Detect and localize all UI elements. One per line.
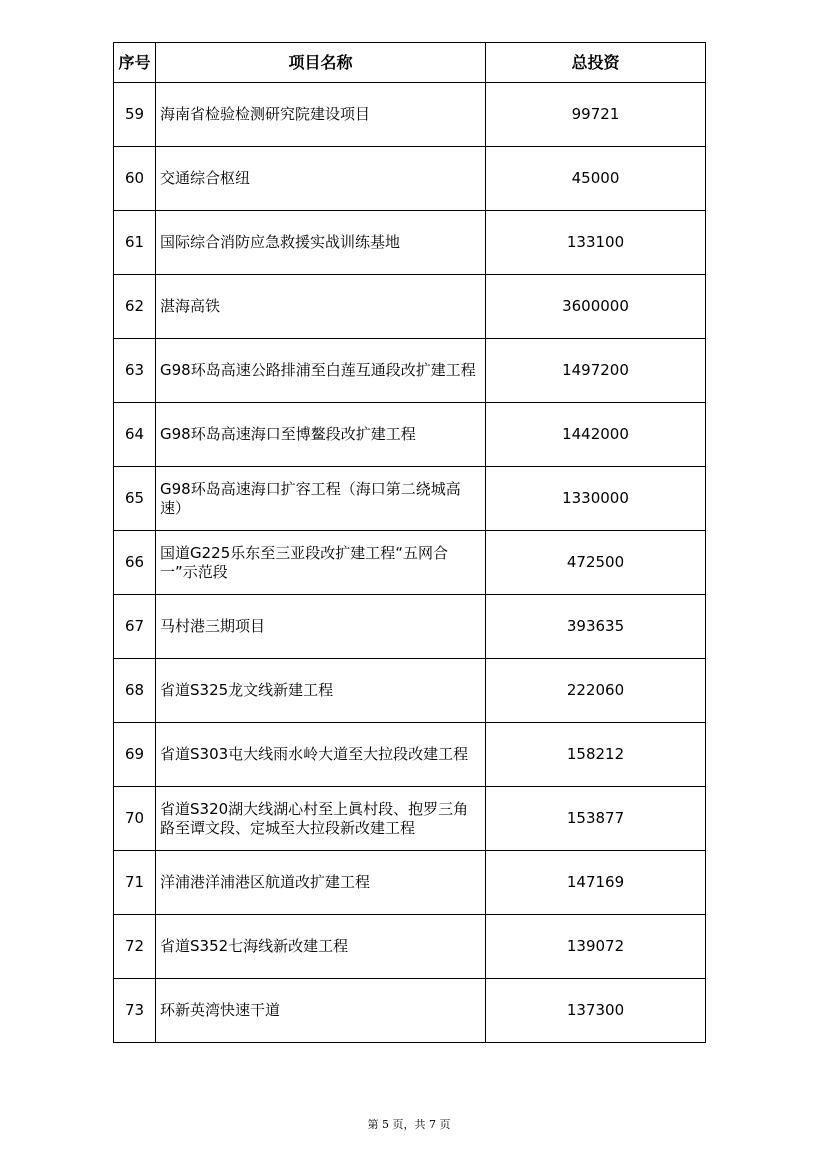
header-no: 序号	[114, 43, 156, 83]
row-number: 66	[114, 531, 156, 595]
project-name: 湛海高铁	[156, 275, 486, 339]
total-investment: 45000	[486, 147, 706, 211]
table-row	[114, 723, 706, 787]
table-row	[114, 915, 706, 979]
table-row	[114, 211, 706, 275]
project-name: 马村港三期项目	[156, 595, 486, 659]
row-number: 72	[114, 915, 156, 979]
total-investment: 139072	[486, 915, 706, 979]
project-name: 省道S303屯大线雨水岭大道至大拉段改建工程	[156, 723, 486, 787]
project-name: 省道S320湖大线湖心村至上眞村段、抱罗三角路至谭文段、定城至大拉段新改建工程	[156, 787, 486, 851]
header-amount: 总投资	[486, 43, 706, 83]
total-investment: 393635	[486, 595, 706, 659]
total-investment: 133100	[486, 211, 706, 275]
row-number: 65	[114, 467, 156, 531]
table-row	[114, 531, 706, 595]
header-row	[114, 43, 706, 83]
total-investment: 1330000	[486, 467, 706, 531]
table-row	[114, 147, 706, 211]
table-row	[114, 83, 706, 147]
row-number: 59	[114, 83, 156, 147]
total-investment: 99721	[486, 83, 706, 147]
row-number: 64	[114, 403, 156, 467]
table-row	[114, 275, 706, 339]
total-investment: 1497200	[486, 339, 706, 403]
row-number: 67	[114, 595, 156, 659]
row-number: 70	[114, 787, 156, 851]
project-name: 洋浦港洋浦港区航道改扩建工程	[156, 851, 486, 915]
project-name: G98环岛高速公路排浦至白莲互通段改扩建工程	[156, 339, 486, 403]
table-body	[114, 83, 706, 1043]
row-number: 69	[114, 723, 156, 787]
project-name: 省道S325龙文线新建工程	[156, 659, 486, 723]
table-row	[114, 339, 706, 403]
table-row	[114, 787, 706, 851]
header-name: 项目名称	[156, 43, 486, 83]
row-number: 61	[114, 211, 156, 275]
table-row	[114, 595, 706, 659]
total-investment: 137300	[486, 979, 706, 1043]
row-number: 63	[114, 339, 156, 403]
project-name: 国际综合消防应急救援实战训练基地	[156, 211, 486, 275]
project-name: 海南省检验检测研究院建设项目	[156, 83, 486, 147]
total-investment: 222060	[486, 659, 706, 723]
table-header	[114, 43, 706, 83]
project-name: 环新英湾快速干道	[156, 979, 486, 1043]
table-row	[114, 659, 706, 723]
total-investment: 147169	[486, 851, 706, 915]
row-number: 60	[114, 147, 156, 211]
row-number: 73	[114, 979, 156, 1043]
table-row	[114, 467, 706, 531]
total-investment: 472500	[486, 531, 706, 595]
project-name: G98环岛高速海口扩容工程（海口第二绕城高速）	[156, 467, 486, 531]
row-number: 71	[114, 851, 156, 915]
row-number: 62	[114, 275, 156, 339]
project-table	[113, 42, 706, 1043]
table-row	[114, 979, 706, 1043]
page-footer: 第 5 页，共 7 页	[367, 1118, 451, 1131]
project-name: 交通综合枢纽	[156, 147, 486, 211]
total-investment: 153877	[486, 787, 706, 851]
row-number: 68	[114, 659, 156, 723]
project-name: 国道G225乐东至三亚段改扩建工程“五网合一”示范段	[156, 531, 486, 595]
total-investment: 3600000	[486, 275, 706, 339]
table-row	[114, 403, 706, 467]
table-row	[114, 851, 706, 915]
project-name: G98环岛高速海口至博鳌段改扩建工程	[156, 403, 486, 467]
total-investment: 158212	[486, 723, 706, 787]
project-name: 省道S352七海线新改建工程	[156, 915, 486, 979]
total-investment: 1442000	[486, 403, 706, 467]
